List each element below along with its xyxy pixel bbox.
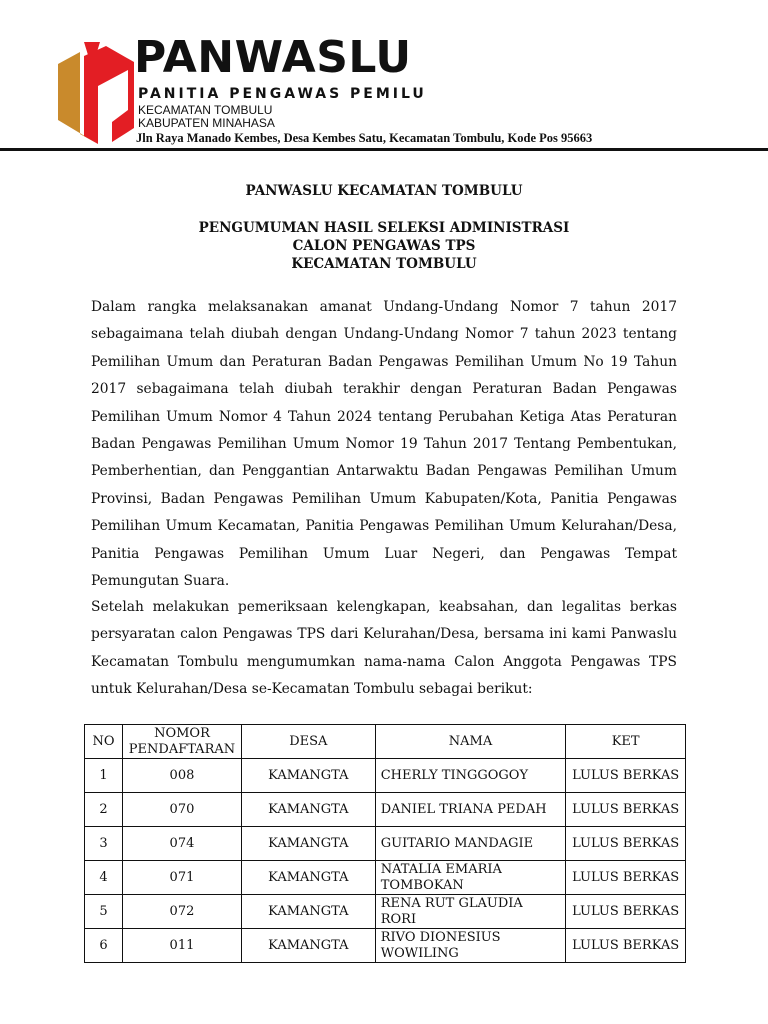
table-row: [85, 759, 686, 793]
org-heading: PANWASLU KECAMATAN TOMBULU: [245, 183, 523, 199]
cell-nomor: 008: [122, 759, 241, 793]
paragraph-legal-basis: Dalam rangka melaksanakan amanat Undang-Undang Nomor 7 tahun 2017 sebagaimana telah diubah dengan Undang-Undang Nomor 7 tahun 2023 tentang Pemilihan Umum dan Peraturan Badan Pengawas Pemilihan Umum No 19 Tahun 2017 sebagaimana telah diubah terakhir dengan Peraturan Badan Pengawas Pemilihan Umum Nomor 4 Tahun 2024 tentang Perubahan Ketiga Atas Peraturan Badan Pengawas Pemilihan Umum Nomor 19 Tahun 2017 Tentang Pembentukan, Pemberhentian, dan Penggantian Antarwaktu Badan Pengawas Pemilihan Umum Provinsi, Badan Pengawas Pemilihan Umum Kabupaten/Kota, Panitia Pengawas Pemilihan Umum Kecamatan, Panitia Pengawas Pemilihan Umum Kelurahan/Desa, Panitia Pengawas Pemilihan Umum Luar Negeri, dan Pengawas Tempat Pemungutan Suara.: [91, 299, 677, 590]
cell-no: 5: [85, 895, 123, 929]
header-nomor: NOMOR PENDAFTARAN: [122, 725, 241, 759]
cell-ket: LULUS BERKAS: [566, 827, 686, 861]
cell-nomor: 070: [122, 793, 241, 827]
brand-district: KECAMATAN TOMBULU: [138, 103, 273, 117]
cell-nomor: 074: [122, 827, 241, 861]
header-desa: DESA: [241, 725, 375, 759]
table-row: [85, 793, 686, 827]
header-divider: [0, 148, 768, 151]
title-line-3: KECAMATAN TOMBULU: [291, 256, 477, 272]
letterhead: [0, 0, 768, 150]
brand-subtitle: PANITIA PENGAWAS PEMILU: [138, 86, 427, 102]
cell-desa: KAMANGTA: [241, 861, 375, 895]
cell-desa: KAMANGTA: [241, 827, 375, 861]
cell-ket: LULUS BERKAS: [566, 793, 686, 827]
results-table: [84, 724, 686, 963]
cell-ket: LULUS BERKAS: [566, 861, 686, 895]
office-address: Jln Raya Manado Kembes, Desa Kembes Satu, Kecamatan Tombulu, Kode Pos 95663: [136, 131, 593, 145]
table-row: [85, 827, 686, 861]
cell-nama: NATALIA EMARIA TOMBOKAN: [375, 861, 566, 895]
cell-desa: KAMANGTA: [241, 929, 375, 963]
cell-ket: LULUS BERKAS: [566, 929, 686, 963]
cell-nomor: 071: [122, 861, 241, 895]
table-row: [85, 895, 686, 929]
cell-nama: GUITARIO MANDAGIE: [375, 827, 566, 861]
table-row: [85, 861, 686, 895]
table-header-row: [85, 725, 686, 759]
cell-ket: LULUS BERKAS: [566, 759, 686, 793]
panwaslu-logo-icon: [54, 42, 136, 146]
title-line-2: CALON PENGAWAS TPS: [292, 238, 476, 254]
title-line-1: PENGUMUMAN HASIL SELEKSI ADMINISTRASI: [198, 220, 570, 236]
cell-no: 2: [85, 793, 123, 827]
table-row: [85, 929, 686, 963]
brand-regency: KABUPATEN MINAHASA: [138, 116, 275, 130]
cell-nama: RIVO DIONESIUS WOWILING: [375, 929, 566, 963]
cell-nomor: 011: [122, 929, 241, 963]
brand-name: PANWASLU: [134, 32, 412, 83]
cell-nama: RENA RUT GLAUDIA RORI: [375, 895, 566, 929]
header-no: NO: [85, 725, 123, 759]
header-nama: NAMA: [375, 725, 566, 759]
paragraph-announcement: Setelah melakukan pemeriksaan kelengkapan, keabsahan, dan legalitas berkas persyaratan calon Pengawas TPS dari Kelurahan/Desa, bersama ini kami Panwaslu Kecamatan Tombulu mengumumkan nama-nama Calon Anggota Pengawas TPS untuk Kelurahan/Desa se-Kecamatan Tombulu sebagai berikut:: [91, 599, 677, 698]
cell-nomor: 072: [122, 895, 241, 929]
cell-desa: KAMANGTA: [241, 759, 375, 793]
cell-nama: DANIEL TRIANA PEDAH: [375, 793, 566, 827]
cell-no: 4: [85, 861, 123, 895]
header-ket: KET: [566, 725, 686, 759]
cell-desa: KAMANGTA: [241, 793, 375, 827]
cell-no: 6: [85, 929, 123, 963]
cell-ket: LULUS BERKAS: [566, 895, 686, 929]
cell-no: 1: [85, 759, 123, 793]
cell-desa: KAMANGTA: [241, 895, 375, 929]
cell-no: 3: [85, 827, 123, 861]
cell-nama: CHERLY TINGGOGOY: [375, 759, 566, 793]
